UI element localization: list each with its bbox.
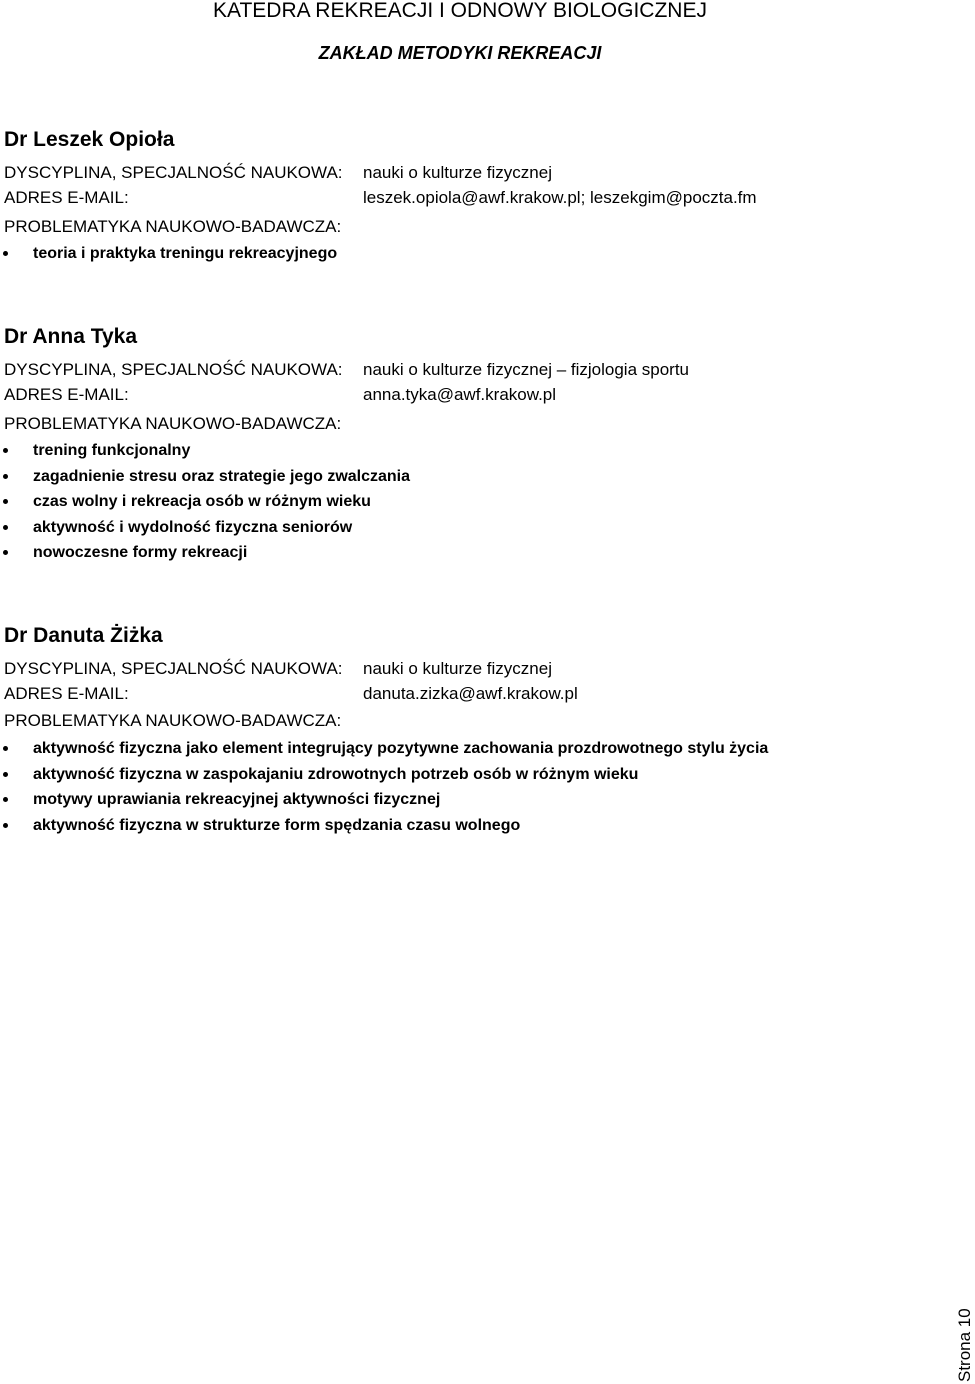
email-label: ADRES E-MAIL: — [4, 188, 129, 207]
bullet-icon — [3, 823, 8, 828]
bullet-icon — [3, 448, 8, 453]
discipline-value: nauki o kulturze fizycznej — [363, 659, 552, 678]
person-name: Dr Anna Tyka — [4, 325, 138, 348]
topic-text: aktywność fizyczna w zaspokajaniu zdrowotnych potrzeb osób w różnym wieku — [33, 765, 639, 783]
email-value[interactable]: anna.tyka@awf.krakow.pl — [363, 385, 557, 404]
document-subtitle: ZAKŁAD METODYKI REKREACJI — [318, 43, 602, 63]
topic-text: trening funkcjonalny — [33, 442, 191, 459]
topic-text: nowoczesne formy rekreacji — [33, 544, 248, 561]
document-title: KATEDRA REKREACJI I ODNOWY BIOLOGICZNEJ — [213, 0, 707, 22]
discipline-value: nauki o kulturze fizycznej — [363, 163, 552, 182]
email-value[interactable]: danuta.zizka@awf.krakow.pl — [363, 684, 578, 703]
topic-text: zagadnienie stresu oraz strategie jego zwalczania — [33, 467, 411, 485]
bullet-icon — [3, 797, 8, 802]
email-label: ADRES E-MAIL: — [4, 684, 129, 703]
topics-label: PROBLEMATYKA NAUKOWO-BADAWCZA: — [4, 217, 342, 236]
discipline-label: DYSCYPLINA, SPECJALNOŚĆ NAUKOWA: — [4, 360, 343, 379]
discipline-label: DYSCYPLINA, SPECJALNOŚĆ NAUKOWA: — [4, 659, 343, 678]
person-name: Dr Leszek Opioła — [4, 128, 175, 151]
topic-text: czas wolny i rekreacja osób w różnym wieku — [33, 493, 371, 510]
bullet-icon — [3, 550, 8, 555]
email-value[interactable]: leszek.opiola@awf.krakow.pl; leszekgim@poczta.fm — [363, 188, 757, 207]
bullet-icon — [3, 772, 8, 777]
topic-text: aktywność i wydolność fizyczna seniorów — [33, 518, 353, 536]
topic-text: teoria i praktyka treningu rekreacyjnego — [33, 245, 338, 262]
topics-label: PROBLEMATYKA NAUKOWO-BADAWCZA: — [4, 711, 342, 730]
discipline-label: DYSCYPLINA, SPECJALNOŚĆ NAUKOWA: — [4, 163, 343, 182]
topic-text: motywy uprawiania rekreacyjnej aktywności fizycznej — [33, 791, 441, 808]
email-label: ADRES E-MAIL: — [4, 385, 129, 404]
bullet-icon — [3, 525, 8, 530]
topic-text: aktywność fizyczna jako element integrujący pozytywne zachowania prozdrowotnego stylu życia — [33, 740, 769, 757]
person-name: Dr Danuta Żiżka — [4, 624, 163, 647]
bullet-icon — [3, 499, 8, 504]
page-number: Strona 10 — [955, 1308, 974, 1382]
topic-text: aktywność fizyczna w strukturze form spędzania czasu wolnego — [33, 816, 521, 834]
bullet-icon — [3, 474, 8, 479]
discipline-value: nauki o kulturze fizycznej – fizjologia sportu — [363, 360, 689, 379]
topics-label: PROBLEMATYKA NAUKOWO-BADAWCZA: — [4, 414, 342, 433]
bullet-icon — [3, 251, 8, 256]
bullet-icon — [3, 746, 8, 751]
